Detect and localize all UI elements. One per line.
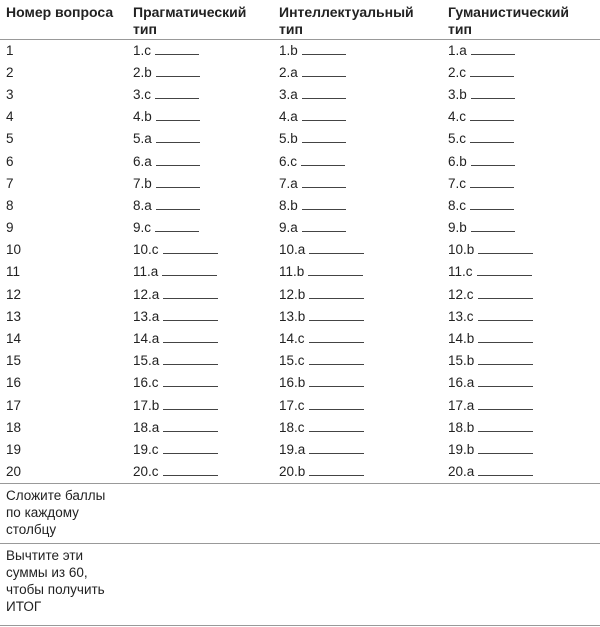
humanistic-answer-blank[interactable] xyxy=(471,86,515,99)
pragmatic-answer-blank[interactable] xyxy=(163,308,218,321)
pragmatic-answer-cell xyxy=(127,150,273,172)
intellectual-answer-label: 2.a xyxy=(279,64,298,80)
humanistic-answer-blank[interactable] xyxy=(478,374,533,387)
pragmatic-answer-blank[interactable] xyxy=(155,42,199,55)
sum-instruction: Сложите баллы по каждому столбцу xyxy=(0,484,127,544)
humanistic-answer-label: 4.c xyxy=(448,109,467,125)
humanistic-answer-label: 6.b xyxy=(448,153,467,169)
total-pragmatic-cell[interactable] xyxy=(127,544,273,627)
table-row xyxy=(0,395,600,417)
table-row xyxy=(0,128,600,150)
humanistic-answer-cell xyxy=(442,417,600,439)
pragmatic-answer-label: 6.a xyxy=(133,153,152,169)
humanistic-answer-blank[interactable] xyxy=(478,352,533,365)
intellectual-answer-label: 13.b xyxy=(279,308,306,324)
pragmatic-answer-label: 19.c xyxy=(133,441,159,457)
intellectual-answer-cell xyxy=(273,173,442,195)
table-row xyxy=(0,350,600,372)
humanistic-answer-blank[interactable] xyxy=(470,197,514,210)
pragmatic-answer-blank[interactable] xyxy=(163,330,218,343)
intellectual-answer-cell xyxy=(273,106,442,128)
humanistic-answer-label: 2.c xyxy=(448,64,467,80)
intellectual-answer-cell xyxy=(273,195,442,217)
pragmatic-answer-blank[interactable] xyxy=(163,397,218,410)
humanistic-answer-label: 17.a xyxy=(448,397,475,413)
humanistic-answer-cell xyxy=(442,39,600,62)
question-number: 18 xyxy=(6,419,22,435)
humanistic-answer-label: 9.b xyxy=(448,220,467,236)
intellectual-answer-blank[interactable] xyxy=(309,374,364,387)
humanistic-answer-label: 7.c xyxy=(448,175,467,191)
table-row xyxy=(0,84,600,106)
intellectual-answer-cell xyxy=(273,150,442,172)
pragmatic-answer-cell xyxy=(127,173,273,195)
humanistic-answer-blank[interactable] xyxy=(478,330,533,343)
pragmatic-answer-cell xyxy=(127,261,273,283)
humanistic-answer-cell xyxy=(442,328,600,350)
intellectual-answer-blank[interactable] xyxy=(309,330,364,343)
humanistic-answer-label: 19.b xyxy=(448,441,475,457)
humanistic-answer-label: 15.b xyxy=(448,353,475,369)
pragmatic-answer-cell xyxy=(127,239,273,261)
humanistic-answer-cell xyxy=(442,439,600,461)
pragmatic-answer-cell xyxy=(127,372,273,394)
table-row xyxy=(0,150,600,172)
humanistic-answer-blank[interactable] xyxy=(478,397,533,410)
pragmatic-answer-cell xyxy=(127,128,273,150)
humanistic-answer-label: 14.b xyxy=(448,331,475,347)
pragmatic-answer-blank[interactable] xyxy=(156,130,200,143)
intellectual-answer-label: 19.a xyxy=(279,441,306,457)
intellectual-answer-blank[interactable] xyxy=(308,263,363,276)
intellectual-answer-label: 18.c xyxy=(279,419,305,435)
pragmatic-answer-label: 5.a xyxy=(133,131,152,147)
intellectual-answer-cell xyxy=(273,217,442,239)
question-number: 5 xyxy=(6,131,14,147)
humanistic-answer-blank[interactable] xyxy=(478,463,533,476)
intellectual-answer-label: 10.a xyxy=(279,242,306,258)
humanistic-answer-label: 3.b xyxy=(448,86,467,102)
humanistic-answer-cell xyxy=(442,195,600,217)
pragmatic-answer-cell xyxy=(127,461,273,484)
question-number: 12 xyxy=(6,286,22,302)
total-intellectual-cell[interactable] xyxy=(273,544,442,627)
pragmatic-answer-label: 15.a xyxy=(133,353,160,369)
pragmatic-answer-blank[interactable] xyxy=(156,197,200,210)
table-row xyxy=(0,173,600,195)
pragmatic-answer-label: 3.c xyxy=(133,86,152,102)
intellectual-answer-cell xyxy=(273,328,442,350)
intellectual-answer-blank[interactable] xyxy=(309,308,364,321)
table-row xyxy=(0,261,600,283)
table-row xyxy=(0,217,600,239)
intellectual-answer-blank[interactable] xyxy=(309,397,364,410)
intellectual-answer-label: 7.a xyxy=(279,175,298,191)
pragmatic-answer-blank[interactable] xyxy=(163,352,218,365)
pragmatic-answer-blank[interactable] xyxy=(156,64,200,77)
intellectual-answer-cell xyxy=(273,350,442,372)
pragmatic-answer-cell xyxy=(127,350,273,372)
humanistic-answer-cell xyxy=(442,306,600,328)
humanistic-answer-blank[interactable] xyxy=(470,108,514,121)
question-number: 17 xyxy=(6,397,22,413)
pragmatic-answer-cell xyxy=(127,39,273,62)
intellectual-answer-label: 5.b xyxy=(279,131,298,147)
table-row xyxy=(0,417,600,439)
pragmatic-answer-label: 11.a xyxy=(133,264,159,280)
humanistic-answer-cell xyxy=(442,128,600,150)
pragmatic-answer-label: 4.b xyxy=(133,109,152,125)
table-row xyxy=(0,195,600,217)
pragmatic-answer-label: 13.a xyxy=(133,308,160,324)
question-number: 3 xyxy=(6,86,14,102)
humanistic-answer-blank[interactable] xyxy=(478,441,533,454)
humanistic-answer-label: 8.c xyxy=(448,197,467,213)
total-row xyxy=(0,544,600,627)
humanistic-answer-cell xyxy=(442,284,600,306)
intellectual-answer-label: 3.a xyxy=(279,86,298,102)
humanistic-answer-blank[interactable] xyxy=(478,308,533,321)
header-pragmatic-type: Прагматический тип xyxy=(127,0,273,39)
header-row xyxy=(0,0,600,39)
sum-pragmatic-cell[interactable] xyxy=(127,484,273,544)
intellectual-answer-blank[interactable] xyxy=(309,352,364,365)
intellectual-answer-label: 4.a xyxy=(279,109,298,125)
intellectual-answer-cell xyxy=(273,84,442,106)
header-intellectual-type: Интеллектуальный тип xyxy=(273,0,442,39)
humanistic-answer-label: 16.a xyxy=(448,375,475,391)
humanistic-answer-blank[interactable] xyxy=(478,286,533,299)
humanistic-answer-blank[interactable] xyxy=(470,175,514,188)
intellectual-answer-label: 12.b xyxy=(279,286,306,302)
table-row xyxy=(0,439,600,461)
intellectual-answer-blank[interactable] xyxy=(302,64,346,77)
intellectual-answer-cell xyxy=(273,261,442,283)
humanistic-answer-cell xyxy=(442,217,600,239)
pragmatic-answer-label: 16.c xyxy=(133,375,159,391)
humanistic-answer-blank[interactable] xyxy=(471,153,515,166)
pragmatic-answer-cell xyxy=(127,84,273,106)
question-number: 20 xyxy=(6,464,22,480)
question-number: 6 xyxy=(6,153,14,169)
table-row xyxy=(0,39,600,62)
question-number: 14 xyxy=(6,331,22,347)
pragmatic-answer-blank[interactable] xyxy=(156,153,200,166)
humanistic-answer-blank[interactable] xyxy=(471,42,515,55)
intellectual-answer-label: 15.c xyxy=(279,353,305,369)
intellectual-answer-blank[interactable] xyxy=(309,241,364,254)
intellectual-answer-blank[interactable] xyxy=(301,153,345,166)
intellectual-answer-blank[interactable] xyxy=(302,197,346,210)
pragmatic-answer-cell xyxy=(127,62,273,84)
intellectual-answer-blank[interactable] xyxy=(309,286,364,299)
question-number: 10 xyxy=(6,242,22,258)
answer-rows xyxy=(0,39,600,484)
header-humanistic-type: Гуманистический тип xyxy=(442,0,600,39)
intellectual-answer-blank[interactable] xyxy=(309,463,364,476)
table-row xyxy=(0,306,600,328)
table-row xyxy=(0,106,600,128)
humanistic-answer-cell xyxy=(442,62,600,84)
intellectual-answer-blank[interactable] xyxy=(302,86,346,99)
intellectual-answer-cell xyxy=(273,128,442,150)
pragmatic-answer-blank[interactable] xyxy=(156,175,200,188)
pragmatic-answer-label: 17.b xyxy=(133,397,160,413)
humanistic-answer-cell xyxy=(442,395,600,417)
humanistic-answer-cell xyxy=(442,372,600,394)
pragmatic-answer-blank[interactable] xyxy=(163,286,218,299)
pragmatic-answer-blank[interactable] xyxy=(162,263,217,276)
intellectual-answer-blank[interactable] xyxy=(309,419,364,432)
intellectual-answer-cell xyxy=(273,39,442,62)
sum-row xyxy=(0,484,600,544)
table-row xyxy=(0,461,600,484)
intellectual-answer-blank[interactable] xyxy=(302,108,346,121)
intellectual-answer-label: 8.b xyxy=(279,197,298,213)
pragmatic-answer-label: 14.a xyxy=(133,331,160,347)
intellectual-answer-label: 20.b xyxy=(279,464,306,480)
pragmatic-answer-label: 7.b xyxy=(133,175,152,191)
humanistic-answer-label: 10.b xyxy=(448,242,475,258)
intellectual-answer-cell xyxy=(273,439,442,461)
question-number: 2 xyxy=(6,64,14,80)
intellectual-answer-label: 14.c xyxy=(279,331,305,347)
pragmatic-answer-label: 1.c xyxy=(133,42,152,58)
intellectual-answer-label: 11.b xyxy=(279,264,305,280)
intellectual-answer-blank[interactable] xyxy=(302,130,346,143)
humanistic-answer-cell xyxy=(442,261,600,283)
question-number: 4 xyxy=(6,109,14,125)
intellectual-answer-cell xyxy=(273,395,442,417)
intellectual-answer-label: 17.c xyxy=(279,397,305,413)
intellectual-answer-cell xyxy=(273,461,442,484)
intellectual-answer-cell xyxy=(273,417,442,439)
pragmatic-answer-cell xyxy=(127,106,273,128)
intellectual-answer-cell xyxy=(273,284,442,306)
pragmatic-answer-cell xyxy=(127,395,273,417)
pragmatic-answer-blank[interactable] xyxy=(155,86,199,99)
pragmatic-answer-blank[interactable] xyxy=(156,108,200,121)
intellectual-answer-blank[interactable] xyxy=(302,219,346,232)
intellectual-answer-label: 1.b xyxy=(279,42,298,58)
sum-humanistic-cell[interactable] xyxy=(442,484,600,544)
humanistic-answer-blank[interactable] xyxy=(470,130,514,143)
pragmatic-answer-blank[interactable] xyxy=(163,441,218,454)
pragmatic-answer-label: 20.c xyxy=(133,464,159,480)
humanistic-answer-label: 11.c xyxy=(448,264,473,280)
total-humanistic-cell[interactable] xyxy=(442,544,600,627)
humanistic-answer-label: 12.c xyxy=(448,286,474,302)
humanistic-answer-blank[interactable] xyxy=(470,64,514,77)
humanistic-answer-cell xyxy=(442,461,600,484)
pragmatic-answer-cell xyxy=(127,306,273,328)
intellectual-answer-label: 16.b xyxy=(279,375,306,391)
humanistic-answer-cell xyxy=(442,150,600,172)
subtract-instruction: Вычтите эти суммы из 60, чтобы получить ИТОГ xyxy=(0,544,127,627)
intellectual-answer-blank[interactable] xyxy=(302,175,346,188)
pragmatic-answer-label: 8.a xyxy=(133,197,152,213)
pragmatic-answer-cell xyxy=(127,195,273,217)
question-number: 13 xyxy=(6,308,22,324)
question-number: 7 xyxy=(6,175,14,191)
pragmatic-answer-label: 12.a xyxy=(133,286,160,302)
pragmatic-answer-cell xyxy=(127,328,273,350)
question-number: 15 xyxy=(6,353,22,369)
table-row xyxy=(0,372,600,394)
humanistic-answer-label: 1.a xyxy=(448,42,467,58)
humanistic-answer-cell xyxy=(442,350,600,372)
humanistic-answer-cell xyxy=(442,84,600,106)
pragmatic-answer-label: 10.c xyxy=(133,242,159,258)
question-number: 19 xyxy=(6,441,22,457)
sum-intellectual-cell[interactable] xyxy=(273,484,442,544)
pragmatic-answer-blank[interactable] xyxy=(155,219,199,232)
pragmatic-answer-cell xyxy=(127,417,273,439)
pragmatic-answer-cell xyxy=(127,284,273,306)
header-question-number: Номер вопроса xyxy=(0,0,127,39)
intellectual-answer-label: 9.a xyxy=(279,220,298,236)
humanistic-answer-cell xyxy=(442,173,600,195)
pragmatic-answer-cell xyxy=(127,217,273,239)
pragmatic-answer-blank[interactable] xyxy=(163,241,218,254)
table-row xyxy=(0,62,600,84)
pragmatic-answer-blank[interactable] xyxy=(163,374,218,387)
pragmatic-answer-label: 18.a xyxy=(133,419,160,435)
question-number: 1 xyxy=(6,42,14,58)
table-row xyxy=(0,239,600,261)
humanistic-answer-label: 18.b xyxy=(448,419,475,435)
question-number: 16 xyxy=(6,375,22,391)
table-row xyxy=(0,284,600,306)
intellectual-answer-blank[interactable] xyxy=(309,441,364,454)
humanistic-answer-blank[interactable] xyxy=(477,263,532,276)
humanistic-answer-label: 20.a xyxy=(448,464,475,480)
question-number: 8 xyxy=(6,197,14,213)
intellectual-answer-cell xyxy=(273,62,442,84)
pragmatic-answer-blank[interactable] xyxy=(163,419,218,432)
humanistic-answer-cell xyxy=(442,239,600,261)
humanistic-answer-blank[interactable] xyxy=(478,419,533,432)
humanistic-answer-label: 13.c xyxy=(448,308,474,324)
table-row xyxy=(0,328,600,350)
pragmatic-answer-blank[interactable] xyxy=(163,463,218,476)
intellectual-answer-cell xyxy=(273,372,442,394)
question-number: 11 xyxy=(6,264,21,280)
intellectual-answer-cell xyxy=(273,306,442,328)
intellectual-answer-label: 6.c xyxy=(279,153,298,169)
pragmatic-answer-label: 2.b xyxy=(133,64,152,80)
pragmatic-answer-cell xyxy=(127,439,273,461)
pragmatic-answer-label: 9.c xyxy=(133,220,152,236)
humanistic-answer-blank[interactable] xyxy=(471,219,515,232)
humanistic-answer-label: 5.c xyxy=(448,131,467,147)
question-number: 9 xyxy=(6,220,14,236)
humanistic-answer-blank[interactable] xyxy=(478,241,533,254)
intellectual-answer-cell xyxy=(273,239,442,261)
humanistic-answer-cell xyxy=(442,106,600,128)
intellectual-answer-blank[interactable] xyxy=(302,42,346,55)
